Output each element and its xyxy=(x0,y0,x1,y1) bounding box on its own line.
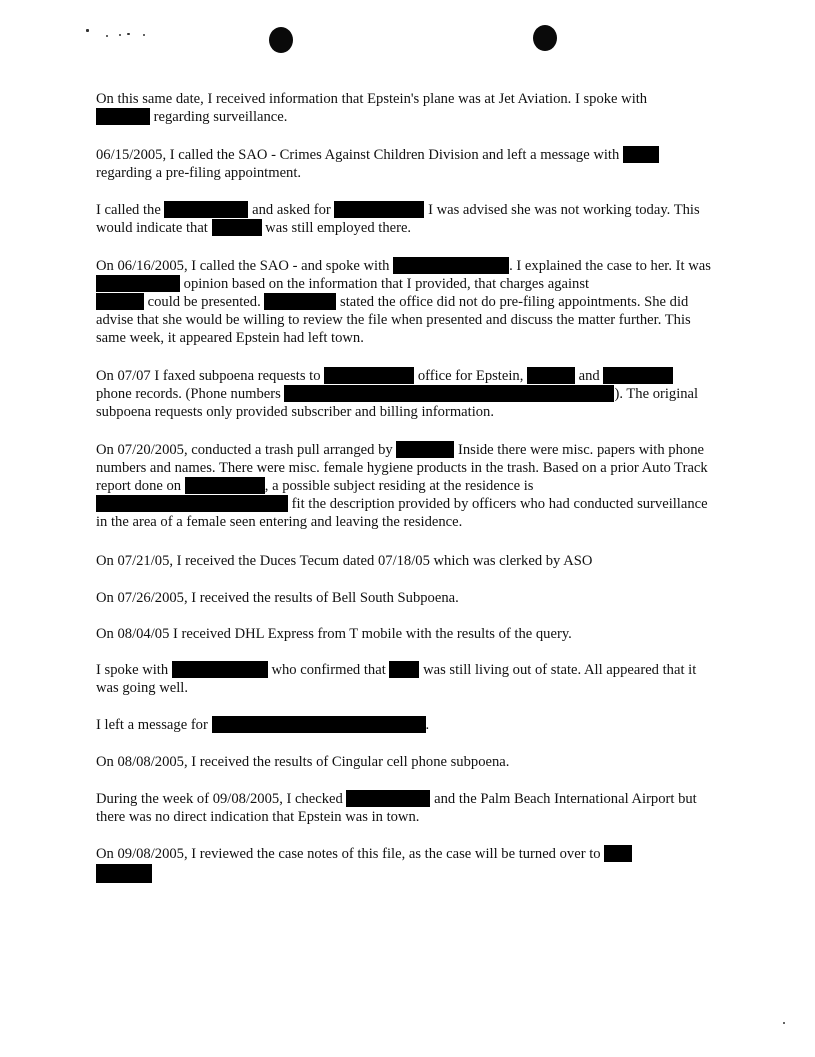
punch-hole-right xyxy=(533,25,557,51)
text-segment: On this same date, I received information that Epstein's plane was at Jet Aviation. I spoke with xyxy=(96,91,648,107)
punch-hole-left xyxy=(269,27,293,53)
paragraph-cingular xyxy=(96,753,718,771)
paragraph-sao-call xyxy=(96,146,718,182)
redaction-box xyxy=(212,716,426,733)
paragraph-left-message xyxy=(96,716,718,734)
redaction-box xyxy=(393,257,509,274)
redaction-box xyxy=(603,367,673,384)
redaction-box xyxy=(212,219,262,236)
text-segment: On 07/26/2005, I received the results of Bell South Subpoena. xyxy=(96,590,459,606)
text-segment: On 07/21/05, I received the Duces Tecum dated 07/18/05 which was clerked by ASO xyxy=(96,553,593,569)
scan-speck xyxy=(86,29,89,32)
scan-speck xyxy=(143,34,145,36)
text-segment: I spoke with xyxy=(96,662,169,678)
text-segment: regarding surveillance. xyxy=(153,109,288,125)
redaction-box xyxy=(284,385,614,402)
text-segment: . xyxy=(425,717,430,733)
scan-speck xyxy=(119,34,121,36)
text-segment: opinion based on the information that I provided, that charges against xyxy=(183,276,590,292)
text-segment: was still living out of state. All appeared that it was going well. xyxy=(96,662,697,696)
redaction-box xyxy=(396,441,454,458)
redaction-box xyxy=(164,201,248,218)
redaction-box xyxy=(334,201,424,218)
text-segment: On 07/07 I faxed subpoena requests to xyxy=(96,368,321,384)
text-segment: and the Palm Beach International Airport but there was no direct indication that Epstein was in town. xyxy=(96,791,697,825)
text-segment: , a possible subject residing at the residence is xyxy=(264,478,534,494)
paragraph-case-notes xyxy=(96,845,718,863)
text-segment: could be presented. xyxy=(147,294,261,310)
text-segment: and xyxy=(578,368,600,384)
redaction-box xyxy=(389,661,419,678)
text-segment: On 08/08/2005, I received the results of Cingular cell phone subpoena. xyxy=(96,754,510,770)
text-segment: On 07/20/2005, conducted a trash pull arranged by xyxy=(96,442,393,458)
redaction-box xyxy=(604,845,632,862)
text-segment: I left a message for xyxy=(96,717,208,733)
paragraph-duces-tecum xyxy=(96,552,718,570)
paragraph-sao-opinion xyxy=(96,257,718,347)
redaction-box xyxy=(527,367,575,384)
text-segment: I called the xyxy=(96,202,161,218)
text-segment: phone records. (Phone numbers xyxy=(96,386,281,402)
redaction-box xyxy=(185,477,265,494)
text-segment: During the week of 09/08/2005, I checked xyxy=(96,791,343,807)
paragraph-subpoena-requests xyxy=(96,367,718,421)
redaction-box xyxy=(623,146,659,163)
redaction-box xyxy=(96,495,288,512)
text-segment: On 06/16/2005, I called the SAO - and spoke with xyxy=(96,258,390,274)
redaction-box xyxy=(96,293,144,310)
text-segment: Inside there were misc. papers with phone numbers and names. There were misc. female hygiene products in the trash. Based on a prior Auto Track report done on xyxy=(96,442,708,494)
redaction-box xyxy=(172,661,268,678)
paragraph-called-employer xyxy=(96,201,718,237)
redaction-box xyxy=(324,367,414,384)
scan-speck xyxy=(127,33,130,35)
paragraph-plane-jet-aviation xyxy=(96,90,718,126)
redaction-box xyxy=(264,293,336,310)
redaction-box xyxy=(96,864,152,883)
scan-speck xyxy=(783,1022,785,1024)
redaction-box xyxy=(346,790,430,807)
paragraph-spoke-with xyxy=(96,661,718,697)
text-segment: was still employed there. xyxy=(265,220,412,236)
paragraph-bell-south xyxy=(96,589,718,607)
paragraph-trash-pull xyxy=(96,441,718,531)
scan-speck xyxy=(106,35,108,37)
text-segment: and asked for xyxy=(252,202,331,218)
text-segment: 06/15/2005, I called the SAO - Crimes Against Children Division and left a message with xyxy=(96,147,620,163)
text-segment: stated the office did not do pre-filing appointments. She did advise that she would be willing to review the file when presented and discuss the matter further. This same week, it appeared Epstein had left town. xyxy=(96,294,691,346)
text-segment: On 09/08/2005, I reviewed the case notes of this file, as the case will be turned over to xyxy=(96,846,601,862)
text-segment: ). The original subpoena requests only provided subscriber and billing information. xyxy=(96,386,699,420)
paragraph-airport-check xyxy=(96,790,718,826)
paragraph-dhl-express xyxy=(96,625,718,643)
text-segment: I was advised she was not working today. This would indicate that xyxy=(96,202,700,236)
text-segment: who confirmed that xyxy=(271,662,386,678)
redaction-box xyxy=(96,275,180,292)
text-segment: On 08/04/05 I received DHL Express from T mobile with the results of the query. xyxy=(96,626,572,642)
text-segment: fit the description provided by officers who had conducted surveillance in the area of a female seen entering and leaving the residence. xyxy=(96,496,708,530)
text-segment: office for Epstein, xyxy=(417,368,524,384)
text-segment: . I explained the case to her. It was xyxy=(509,258,711,274)
text-segment: regarding a pre-filing appointment. xyxy=(96,165,302,181)
redaction-box xyxy=(96,108,150,125)
